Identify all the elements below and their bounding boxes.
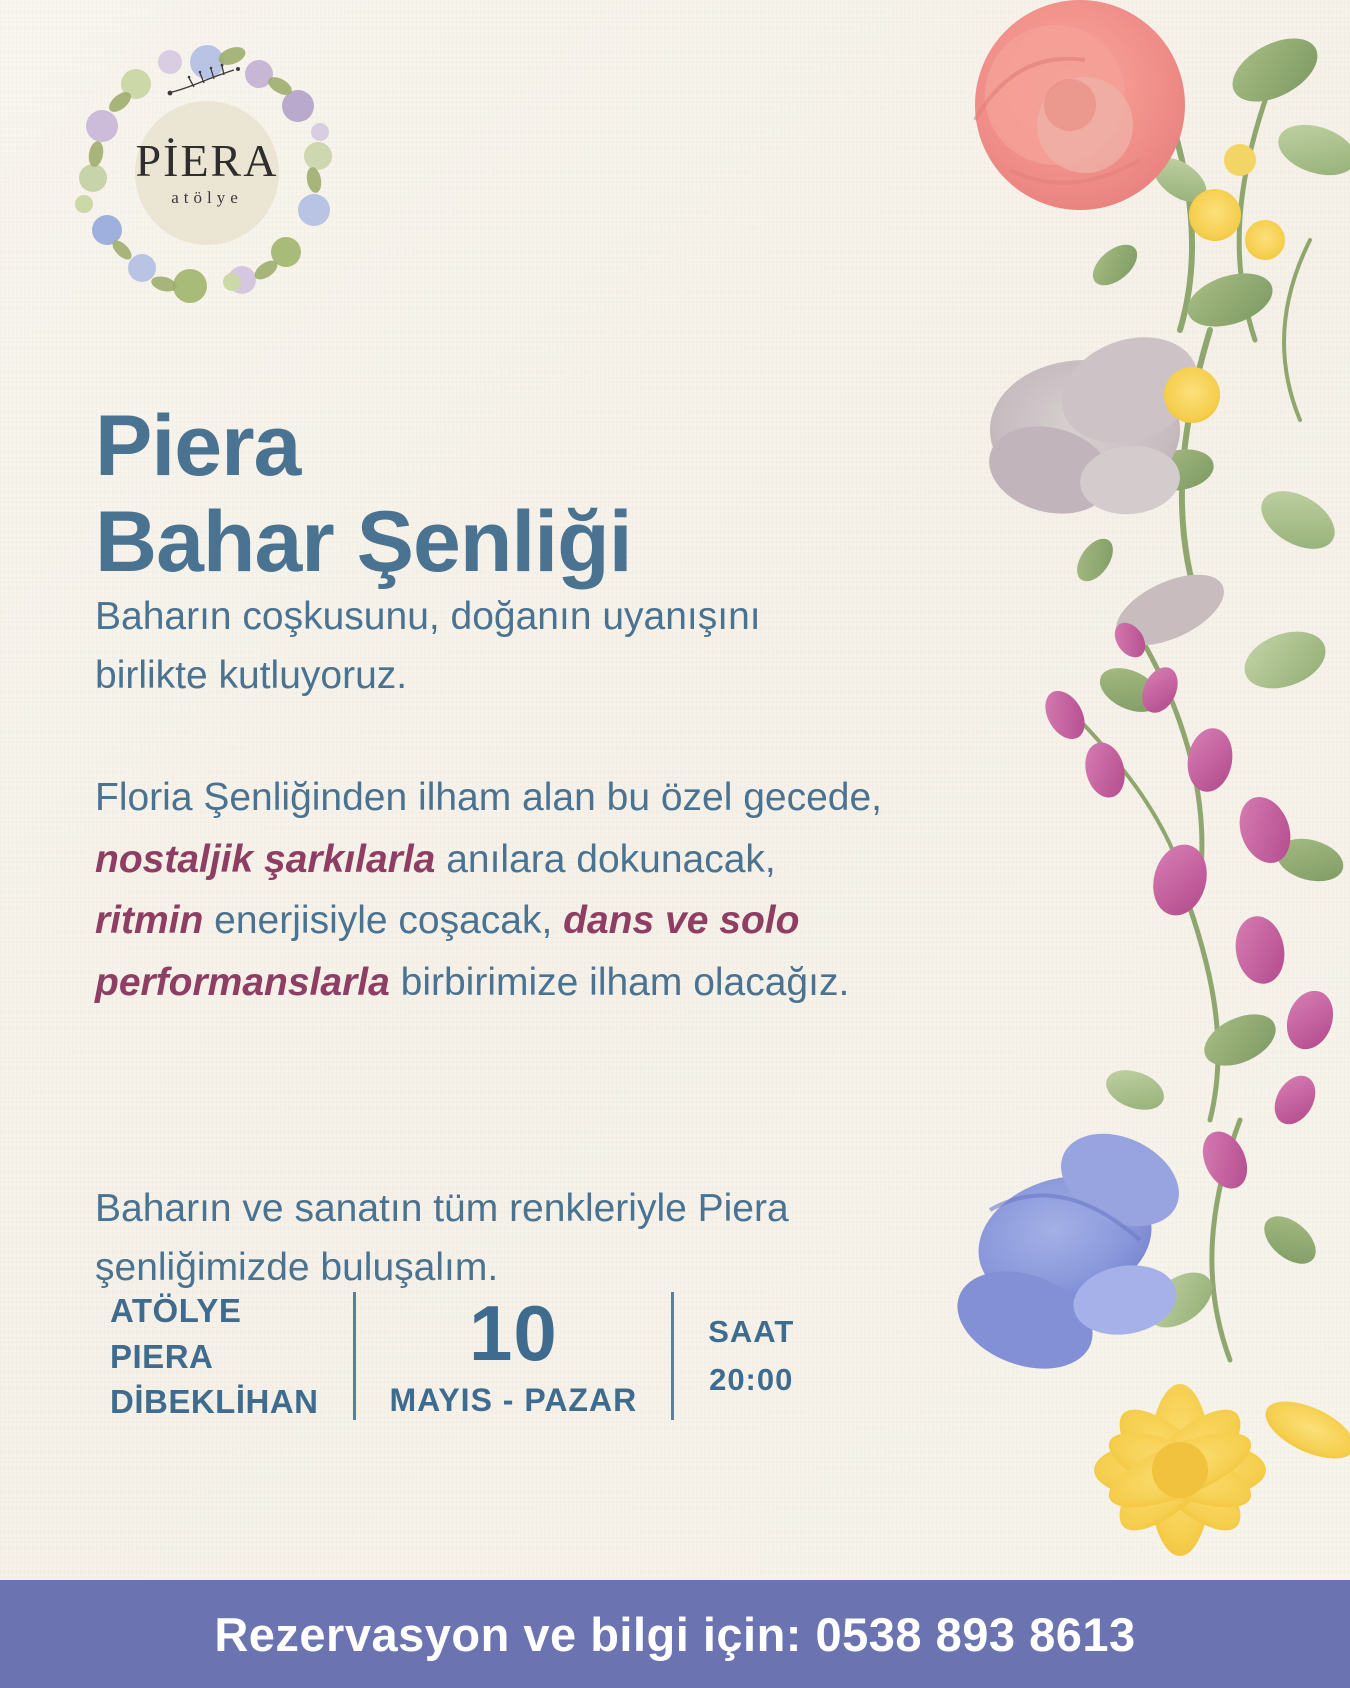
description-paragraph (95, 767, 885, 1013)
event-month: MAYIS - PAZAR (389, 1381, 638, 1418)
paragraph-part-4: birbirimize ilham olacağız. (389, 960, 850, 1004)
paragraph-part-3: enerjisiyle coşacak, (203, 899, 564, 943)
venue-line-2: PIERA (110, 1337, 214, 1375)
emphasis-dans-ve-solo-performanslarla: dans ve solo performanslarla (95, 899, 800, 1004)
time-value: 20:00 (709, 1362, 794, 1398)
venue-block (110, 1288, 353, 1425)
logo-name: PİERA (135, 135, 279, 186)
headline-line-1: Piera (95, 397, 301, 494)
event-details (110, 1288, 828, 1425)
logo-subtitle: atölye (171, 188, 243, 207)
dandelion-sprig-icon (164, 62, 250, 102)
closing-paragraph: Baharın ve sanatın tüm renkleriyle Piera şenliğimizde buluşalım. (95, 1187, 789, 1290)
emphasis-nostaljik-sarkilarla: nostaljik şarkılarla (95, 837, 436, 881)
emphasis-ritmin: ritmin (95, 899, 204, 943)
floral-artwork (880, 0, 1350, 1580)
venue-line-1: ATÖLYE (110, 1292, 242, 1329)
event-day: 10 (468, 1288, 558, 1377)
venue-line-3: DİBEKLİHAN (110, 1383, 319, 1421)
date-block (356, 1288, 672, 1419)
time-block (674, 1314, 828, 1398)
subtitle-text: Baharın coşkusunu, doğanın uyanışını birlikte kutluyoruz. (95, 595, 761, 698)
logo-text-block (107, 135, 307, 208)
paragraph-part-1: Floria Şenliğinden ilham alan bu özel gecede, (95, 776, 883, 819)
brand-logo (62, 28, 352, 318)
paragraph-part-2: anılara dokunacak, (435, 837, 776, 881)
contact-footer-bar (0, 1580, 1350, 1688)
page-title (95, 398, 885, 591)
time-label: SAAT (708, 1314, 795, 1350)
headline-line-2: Bahar Şenliği (95, 493, 632, 590)
contact-text: Rezervasyon ve bilgi için: 0538 893 8613 (214, 1607, 1136, 1661)
